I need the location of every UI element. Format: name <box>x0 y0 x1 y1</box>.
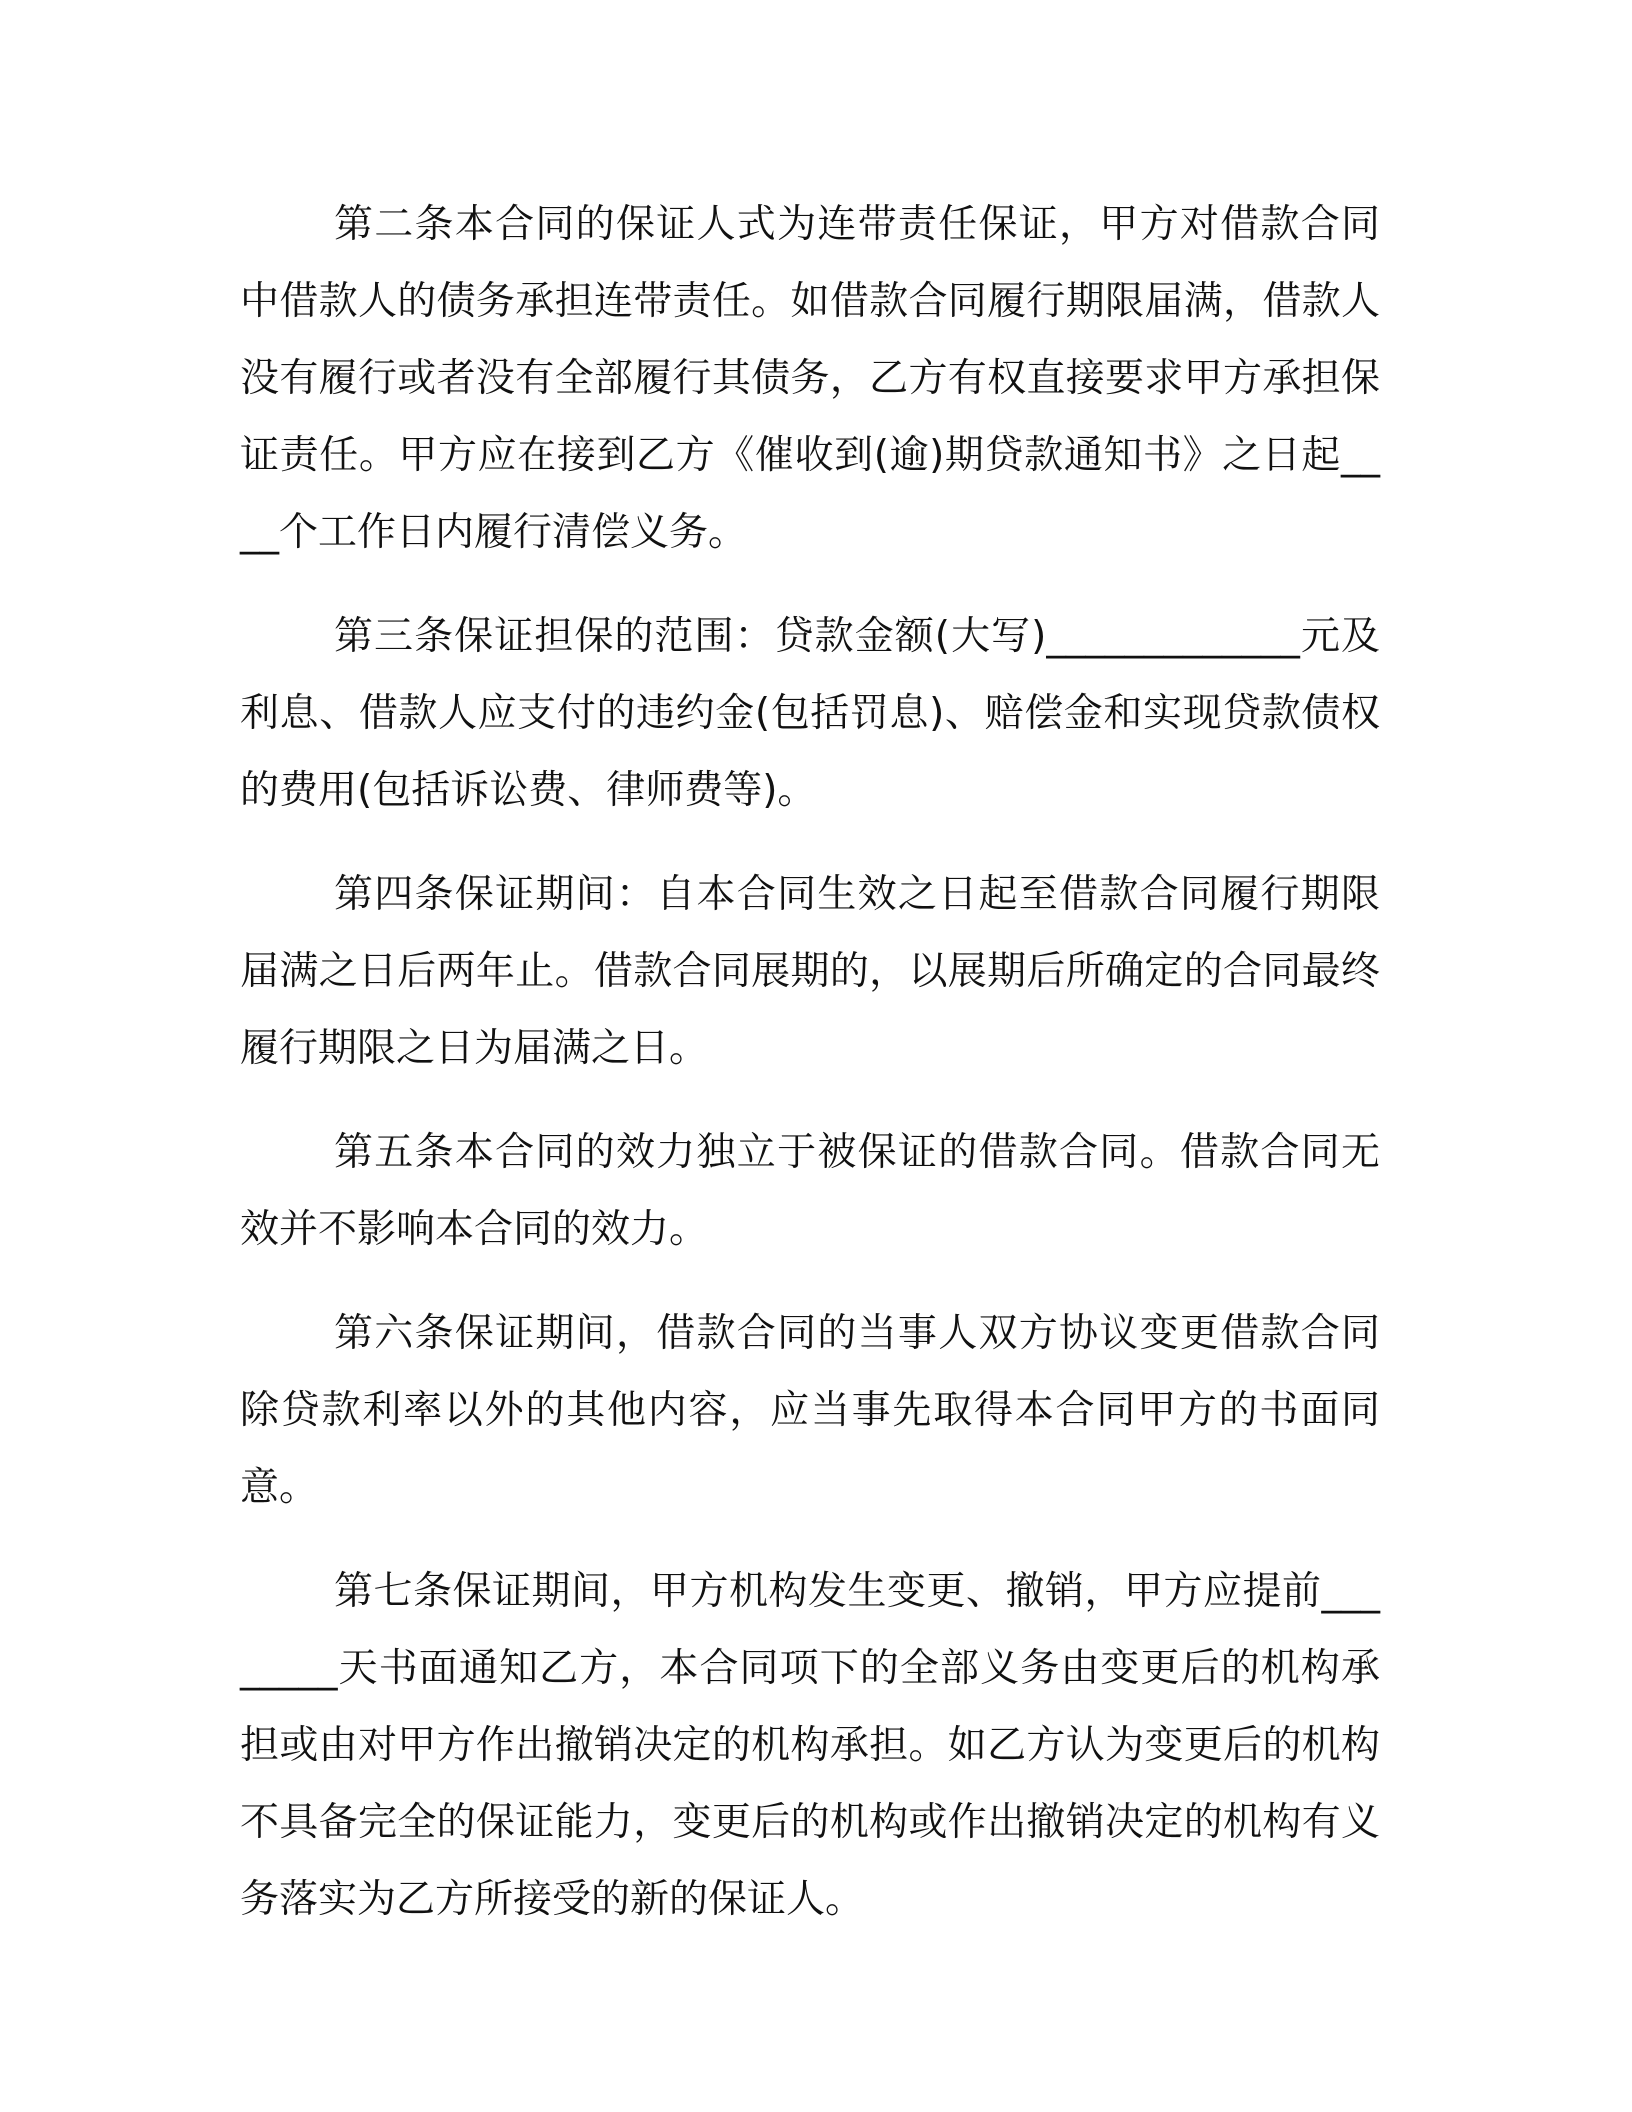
clause-4: 第四条保证期间：自本合同生效之日起至借款合同履行期限届满之日后两年止。借款合同展期的，以展期后所确定的合同最终履行期限之日为届满之日。 <box>240 872 1380 1071</box>
clause-2: 第二条本合同的保证人式为连带责任保证，甲方对借款合同中借款人的债务承担连带责任。如借款合同履行期限届满，借款人没有履行或者没有全部履行其债务，乙方有权直接要求甲方承担保证责任。甲方应在接到乙方《催收到(逾)期贷款通知书》之日起____个工作日内履行清偿义务。 <box>240 202 1380 555</box>
clause-6: 第六条保证期间，借款合同的当事人双方协议变更借款合同除贷款利率以外的其他内容，应当事先取得本合同甲方的书面同意。 <box>240 1311 1380 1510</box>
clause-3: 第三条保证担保的范围：贷款金额(大写)_____________元及利息、借款人应支付的违约金(包括罚息)、赔偿金和实现贷款债权的费用(包括诉讼费、律师费等)。 <box>240 614 1380 813</box>
clause-7: 第七条保证期间，甲方机构发生变更、撤销，甲方应提前________天书面通知乙方，本合同项下的全部义务由变更后的机构承担或由对甲方作出撤销决定的机构承担。如乙方认为变更后的机构不具备完全的保证能力，变更后的机构或作出撤销决定的机构有义务落实为乙方所接受的新的保证人。 <box>240 1569 1380 1922</box>
clause-5: 第五条本合同的效力独立于被保证的借款合同。借款合同无效并不影响本合同的效力。 <box>240 1130 1380 1252</box>
document-body <box>240 186 1380 1965</box>
